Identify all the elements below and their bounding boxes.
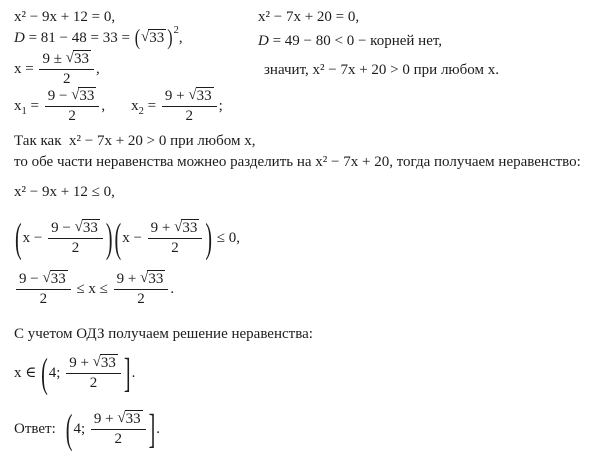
discriminant-symbol: D [14,30,25,46]
open-paren: ( [134,25,141,50]
square-root [117,411,142,427]
radicand: 33 [148,271,164,287]
radicand: 33 [182,220,198,236]
answer-line [14,406,160,453]
fraction [48,220,103,257]
close-bracket: ] [148,406,156,453]
close-paren: ) [167,25,173,50]
interval-start: 4; [73,420,89,437]
fraction [114,271,169,308]
discriminant-symbol: D [258,33,269,49]
square-root [71,88,96,104]
numerator-text: 9 + [116,271,141,287]
radical-icon: √ [42,270,51,286]
fraction-numerator [162,88,217,107]
lhs-text: x = [14,60,38,77]
fraction-denominator: 2 [71,240,80,256]
radical-icon: √ [74,219,83,235]
square-root [174,220,199,236]
equals: = [143,97,160,114]
square-root [141,30,166,46]
numerator-text: 9 − [47,88,72,104]
root1-symbol [14,97,43,117]
root2-symbol [131,97,160,117]
subscript: 1 [21,105,27,117]
factor1-text: x − [22,229,47,246]
variable: x [131,97,139,114]
fraction-numerator [114,271,169,290]
numerator-text: 9 + [150,220,175,236]
discriminant-left [14,25,183,50]
fraction-denominator: 2 [185,108,193,124]
fraction-numerator [148,220,203,239]
period: . [156,420,160,437]
discriminant-right [258,31,442,51]
open-paren: ( [41,350,48,397]
inequality-line [14,182,115,202]
factored-inequality [14,215,241,262]
period: . [170,280,175,297]
fraction-numerator [39,51,93,70]
radical-icon: √ [141,29,150,45]
square-root [66,51,91,67]
fraction-numerator [16,271,71,290]
interval-start: 4; [48,364,65,381]
numerator-text: 9 − [51,220,75,236]
interval-inequality [14,271,174,308]
numerator-text: 9 + [164,88,189,104]
radicand: 33 [50,271,66,287]
comma: , [101,97,106,114]
close-bracket: ] [123,350,131,397]
period: . [131,364,136,381]
equation-text: x² − 9x + 12 = 0, [14,9,116,25]
fraction [162,88,217,125]
fraction-numerator [91,411,146,430]
radical-icon: √ [71,87,80,103]
reasoning-text: то обе части неравенства можнео разделить на x² − 7x + 20, тогда получаем неравенство: [14,154,581,170]
fraction-numerator [45,88,100,107]
fraction-denominator: 2 [89,375,98,391]
exponent: 2 [173,25,179,36]
fraction [39,51,93,88]
conclusion-text: значит, x² − 7x + 20 > 0 при любом x. [264,62,499,78]
fraction [16,271,71,308]
discriminant-text: = 81 − 48 = 33 = [24,30,134,46]
reasoning-line-1 [14,131,255,151]
equation-text: x² − 7x + 20 = 0, [258,9,360,25]
roots-left [14,88,223,125]
discriminant-text: = 49 − 80 < 0 − корней нет, [268,33,443,49]
relation-text: ≤ 0, [213,229,241,246]
semicolon: ; [218,97,223,114]
fraction [148,220,203,257]
radicand: 33 [79,88,95,104]
square-root [75,220,100,236]
radicand: 33 [196,88,212,104]
relation-text: ≤ x ≤ [72,280,112,297]
radical-icon: √ [188,87,197,103]
answer-label: Ответ: [14,420,56,437]
fraction-denominator: 2 [62,71,71,87]
close-paren: ) [105,215,113,262]
lhs-text: x ∈ [14,364,41,381]
fraction-numerator [48,220,103,239]
radical-icon: √ [140,270,149,286]
square-root [42,271,67,287]
radicand: 33 [82,220,98,236]
square-root [188,88,213,104]
fraction [66,355,121,392]
radicand: 33 [100,355,116,371]
equation-right-1 [258,7,359,27]
square-root [140,271,165,287]
odz-line [14,324,313,344]
numerator-text: 9 + [69,355,93,371]
square-root [93,355,118,371]
close-paren: ) [205,215,213,262]
comma: , [178,30,183,46]
fraction-denominator: 2 [39,291,48,307]
radical-icon: √ [117,410,126,426]
radical-icon: √ [92,354,101,370]
inequality-text: x² − 9x + 12 ≤ 0, [14,184,115,200]
radical-icon: √ [65,50,74,66]
fraction-denominator: 2 [137,291,145,307]
reasoning-text: Так как x² − 7x + 20 > 0 при любом x, [14,133,256,149]
fraction-denominator: 2 [171,240,179,256]
subscript: 2 [138,105,144,117]
reasoning-line-2 [14,152,581,172]
fraction [45,88,100,125]
open-paren: ( [65,406,73,453]
radicand: 33 [73,51,89,67]
numerator-text: 9 + [93,411,118,427]
open-paren: ( [114,215,122,262]
equals: = [26,97,43,114]
conclusion-right [264,60,499,80]
root-formula-left [14,51,100,88]
comma: , [95,60,100,77]
fraction [91,411,146,448]
factor2-text: x − [122,229,146,246]
radicand: 33 [125,411,141,427]
numerator-text: 9 − [19,271,43,287]
fraction-denominator: 2 [114,431,122,447]
fraction-denominator: 2 [68,108,76,124]
radicand: 33 [149,30,165,46]
radical-icon: √ [174,219,183,235]
numerator-text: 9 ± [42,51,66,67]
equation-left-1 [14,7,115,27]
variable: x [14,97,22,114]
solution-set [14,350,136,397]
fraction-numerator [66,355,121,374]
open-paren: ( [15,215,22,262]
odz-text: С учетом ОДЗ получаем решение неравенства: [14,326,313,342]
